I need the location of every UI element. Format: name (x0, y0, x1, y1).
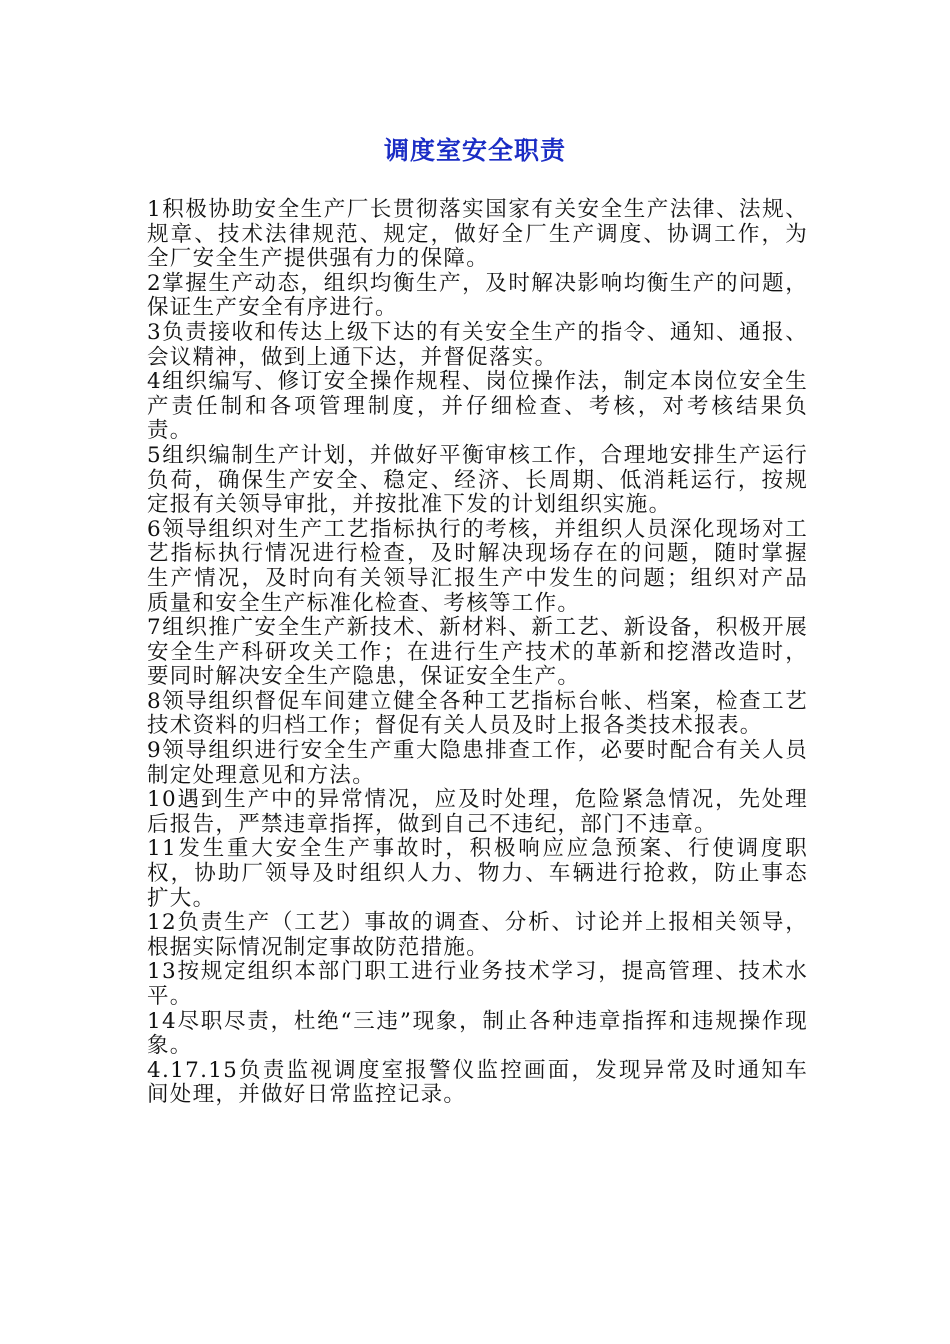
paragraph-12: 12负责生产（工艺）事故的调查、分析、讨论并上报相关领导，根据实际情况制定事故防范措施。 (147, 910, 808, 960)
document-body (147, 198, 808, 1108)
paragraph-9: 9领导组织进行安全生产重大隐患排查工作，必要时配合有关人员制定处理意见和方法。 (147, 738, 808, 788)
paragraph-11: 11发生重大安全生产事故时，积极响应应急预案、行使调度职权，协助厂领导及时组织人力、物力、车辆进行抢救，防止事态扩大。 (147, 836, 808, 911)
paragraph-14: 14尽职尽责，杜绝“三违”现象，制止各种违章指挥和违规操作现象。 (147, 1008, 808, 1059)
paragraph-5: 5组织编制生产计划，并做好平衡审核工作，合理地安排生产运行负荷，确保生产安全、稳定、经济、长周期、低消耗运行，按规定报有关领导审批，并按批准下发的计划组织实施。 (147, 442, 808, 518)
paragraph-3: 3负责接收和传达上级下达的有关安全生产的指令、通知、通报、会议精神，做到上通下达，并督促落实。 (147, 319, 808, 370)
paragraph-4: 4组织编写、修订安全操作规程、岗位操作法，制定本岗位安全生产责任制和各项管理制度，并仔细检查、考核，对考核结果负责。 (147, 369, 808, 444)
paragraph-1: 1积极协助安全生产厂长贯彻落实国家有关安全生产法律、法规、规章、技术法律规范、规定，做好全厂生产调度、协调工作，为全厂安全生产提供强有力的保障。 (147, 197, 808, 272)
paragraph-8: 8领导组织督促车间建立健全各种工艺指标台帐、档案，检查工艺技术资料的归档工作；督促有关人员及时上报各类技术报表。 (147, 688, 808, 739)
paragraph-10: 10遇到生产中的异常情况，应及时处理，危险紧急情况，先处理后报告，严禁违章指挥，做到自己不违纪，部门不违章。 (147, 787, 808, 837)
document-title: 调度室安全职责 (383, 136, 566, 165)
paragraph-2: 2掌握生产动态，组织均衡生产，及时解决影响均衡生产的问题，保证生产安全有序进行。 (147, 270, 808, 321)
paragraph-6: 6领导组织对生产工艺指标执行的考核，并组织人员深化现场对工艺指标执行情况进行检查，及时解决现场存在的问题，随时掌握生产情况，及时向有关领导汇报生产中发生的问题；组织对产品质量和安全生产标准化检查、考核等工作。 (147, 516, 808, 616)
paragraph-15: 4.17.15负责监视调度室报警仪监控画面，发现异常及时通知车间处理，并做好日常监控记录。 (147, 1057, 808, 1108)
paragraph-7: 7组织推广安全生产新技术、新材料、新工艺、新设备，积极开展安全生产科研攻关工作；在进行生产技术的革新和挖潜改造时，要同时解决安全生产隐患，保证安全生产。 (147, 615, 808, 690)
paragraph-13: 13按规定组织本部门职工进行业务技术学习，提高管理、技术水平。 (147, 959, 808, 1009)
